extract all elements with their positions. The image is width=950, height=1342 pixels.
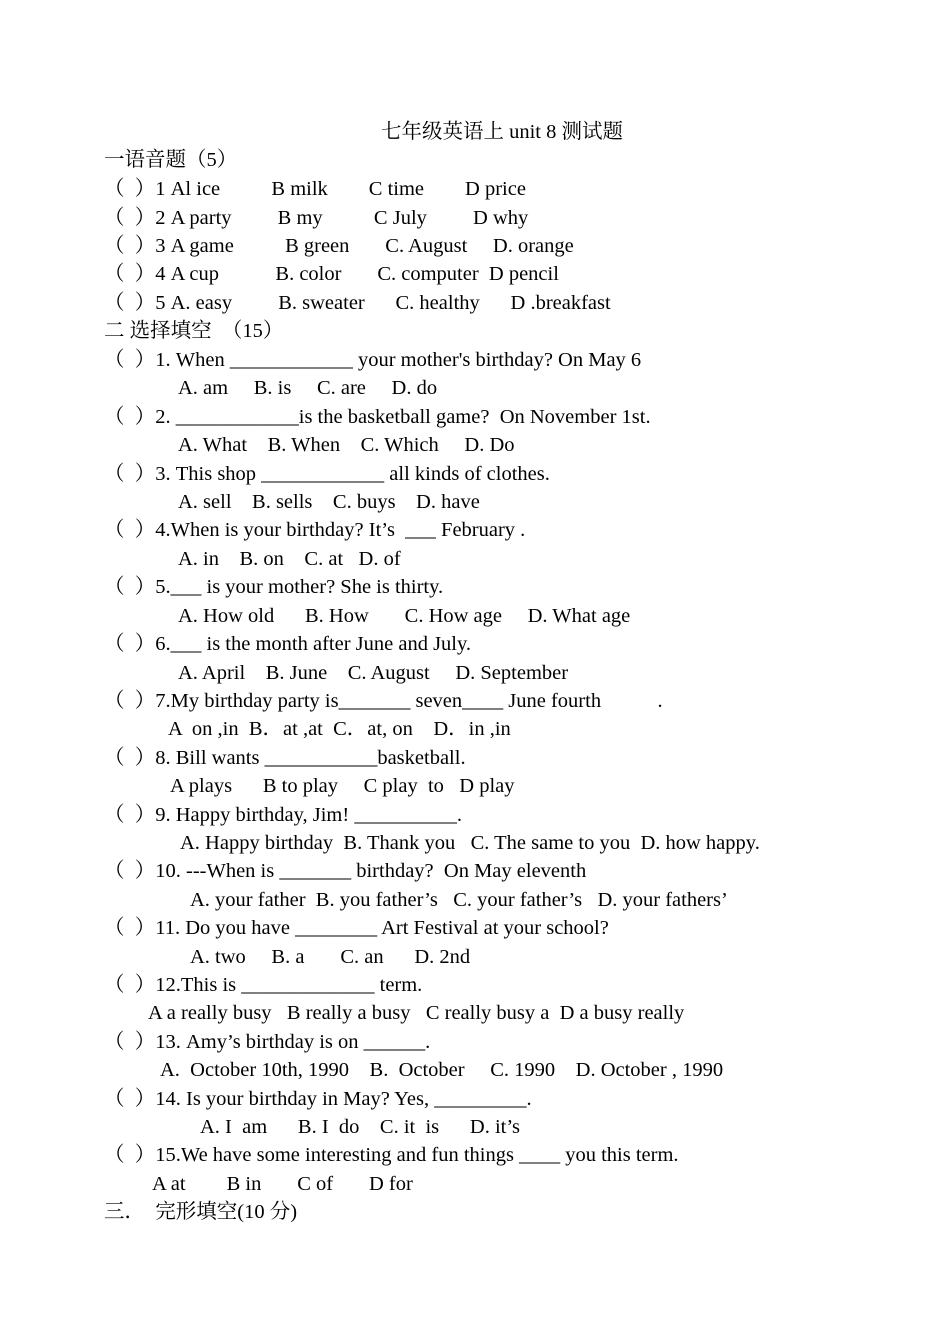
choice-options-14: A. I am B. I do C. it is D. it’s — [200, 1116, 521, 1138]
choice-question-11: （ ）11. Do you have ________ Art Festival at your school? — [104, 917, 609, 939]
choice-options-1: A. am B. is C. are D. do — [178, 377, 438, 399]
choice-options-4: A. in B. on C. at D. of — [178, 548, 401, 570]
section-1-heading: 一语音题（5） — [104, 149, 238, 171]
choice-options-2: A. What B. When C. Which D. Do — [178, 434, 515, 456]
choice-question-13: （ ）13. Amy’s birthday is on ______. — [104, 1031, 431, 1053]
choice-question-10: （ ）10. ---When is _______ birthday? On May eleventh — [104, 860, 587, 882]
choice-question-7: （ ）7.My birthday party is_______ seven____ June fourth . — [104, 690, 663, 712]
choice-options-11: A. two B. a C. an D. 2nd — [190, 946, 471, 968]
choice-options-12: A a really busy B really a busy C really busy a D a busy really — [148, 1002, 685, 1024]
choice-question-3: （ ）3. This shop ____________ all kinds of clothes. — [104, 463, 550, 485]
choice-options-15: A at B in C of D for — [152, 1173, 413, 1195]
phonetics-question-3: （ ）3 A game B green C. August D. orange — [104, 235, 574, 257]
phonetics-question-2: （ ）2 A party B my C July D why — [104, 207, 529, 229]
choice-question-14: （ ）14. Is your birthday in May? Yes, _________. — [104, 1088, 532, 1110]
choice-question-8: （ ）8. Bill wants ___________basketball. — [104, 747, 466, 769]
section-2-heading: 二 选择填空 （15） — [104, 320, 284, 342]
choice-question-15: （ ）15.We have some interesting and fun things ____ you this term. — [104, 1144, 679, 1166]
choice-question-1: （ ）1. When ____________ your mother's birthday? On May 6 — [104, 349, 642, 371]
section-3-heading: 三． 完形填空(10 分) — [104, 1201, 298, 1223]
choice-options-8: A plays B to play C play to D play — [170, 775, 515, 797]
choice-options-10: A. your father B. you father’s C. your father’s D. your fathers’ — [190, 889, 728, 911]
choice-question-9: （ ）9. Happy birthday, Jim! __________. — [104, 804, 462, 826]
choice-options-13: A. October 10th, 1990 B. October C. 1990 D. October , 1990 — [160, 1059, 724, 1081]
phonetics-question-4: （ ）4 A cup B. color C. computer D pencil — [104, 263, 559, 285]
phonetics-question-1: （ ）1 Al ice B milk C time D price — [104, 178, 526, 200]
phonetics-question-5: （ ）5 A. easy B. sweater C. healthy D .breakfast — [104, 292, 611, 314]
choice-options-7: A on ,in B．at ,at C．at, on D．in ,in — [168, 718, 511, 740]
choice-question-6: （ ）6.___ is the month after June and July. — [104, 633, 472, 655]
choice-options-3: A. sell B. sells C. buys D. have — [178, 491, 480, 513]
choice-question-4: （ ）4.When is your birthday? It’s ___ February . — [104, 519, 526, 541]
choice-options-5: A. How old B. How C. How age D. What age — [178, 605, 631, 627]
document-title: 七年级英语上 unit 8 测试题 — [380, 121, 623, 143]
choice-question-5: （ ）5.___ is your mother? She is thirty. — [104, 576, 444, 598]
choice-question-12: （ ）12.This is _____________ term. — [104, 974, 423, 996]
choice-options-6: A. April B. June C. August D. September — [178, 662, 569, 684]
choice-options-9: A. Happy birthday B. Thank you C. The same to you D. how happy. — [180, 832, 760, 854]
choice-question-2: （ ）2. ____________is the basketball game? On November 1st. — [104, 406, 651, 428]
